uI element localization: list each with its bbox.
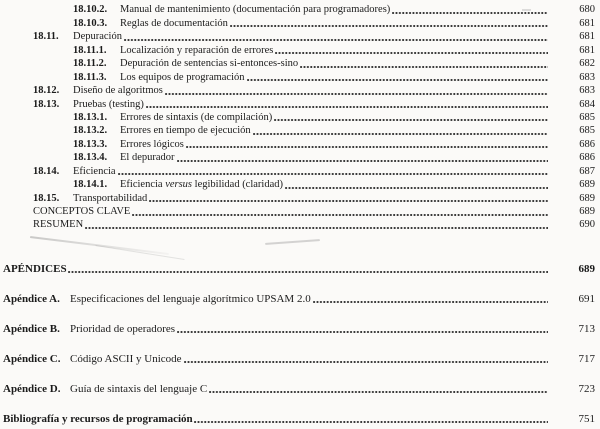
toc-row (0, 30, 600, 43)
entry-title-part: legibilidad (claridad) (192, 179, 283, 191)
entry-title: Pruebas (testing) (73, 98, 144, 110)
dot-leader (285, 186, 548, 190)
page-number: 689 (579, 179, 595, 191)
entry-title: Transportabilidad (73, 192, 148, 204)
entry-title: Código ASCII y Unicode (70, 352, 182, 365)
entry-title: Depuración de sentencias si-entonces-sino (120, 58, 299, 70)
page-number: 751 (578, 412, 595, 425)
toc-row (0, 164, 600, 177)
dot-leader (68, 270, 548, 274)
toc-row (0, 151, 600, 164)
entry-number: Apéndice C. (3, 352, 61, 365)
entry-number: 18.11.3. (73, 71, 107, 83)
scan-artifact (30, 236, 169, 255)
page-number: 689 (578, 262, 595, 275)
toc-row (0, 262, 600, 275)
page-number: 682 (579, 58, 595, 70)
page-number: 681 (579, 31, 595, 43)
page-number: 686 (579, 152, 595, 164)
entry-title: Especificaciones del lenguaje algorítmico UPSAM 2.0 (70, 292, 311, 305)
toc-row (0, 3, 600, 16)
page-number: 681 (579, 17, 595, 29)
toc-row (0, 70, 600, 83)
toc-row (0, 292, 600, 305)
page-number: 691 (578, 292, 595, 305)
page-number: 687 (579, 165, 595, 177)
page-number: 686 (579, 138, 595, 150)
entry-number: 18.13. (33, 98, 60, 110)
entry-title: RESUMEN (33, 219, 84, 231)
page-number: 683 (579, 71, 595, 83)
entry-number: 18.11.2. (73, 58, 107, 70)
dot-leader (300, 65, 548, 69)
dot-leader (177, 159, 548, 163)
dot-leader (124, 38, 548, 42)
entry-title: Diseño de algoritmos (73, 85, 163, 97)
page-number: 685 (579, 125, 595, 137)
dot-leader (146, 105, 548, 109)
toc-row (0, 352, 600, 365)
page-number: 683 (579, 85, 595, 97)
entry-number: 18.15. (33, 192, 60, 204)
toc-row (0, 43, 600, 56)
dot-leader (177, 330, 548, 334)
entry-number: Apéndice A. (3, 292, 60, 305)
toc-row (0, 191, 600, 204)
dot-leader (132, 213, 548, 217)
entry-number: Bibliografía y recursos de programación (3, 412, 193, 425)
entry-number: 18.14.1. (73, 179, 108, 191)
page-number: 689 (579, 206, 595, 217)
entry-number: 18.11.1. (73, 44, 107, 56)
dot-leader (165, 92, 548, 96)
toc-row (0, 97, 600, 110)
entry-number: 18.10.3. (73, 17, 108, 29)
entry-number: Apéndice D. (3, 382, 61, 395)
scan-artifact (265, 239, 320, 244)
page-number: 689 (579, 192, 595, 204)
dot-leader (274, 118, 548, 122)
toc-row (0, 218, 600, 231)
toc-row (0, 16, 600, 29)
entry-title: Errores lógicos (120, 138, 184, 150)
entry-title: Los equipos de programación (120, 71, 245, 83)
dot-leader (194, 420, 548, 424)
toc-row (0, 412, 600, 425)
dot-leader (275, 51, 548, 55)
toc-row (0, 57, 600, 70)
dot-leader (184, 360, 548, 364)
toc-row (0, 322, 600, 335)
entry-number: 18.13.1. (73, 111, 108, 123)
dot-leader (149, 199, 548, 203)
page-number: 680 (579, 4, 595, 16)
entry-number: APÉNDICES (3, 262, 67, 275)
page-number: 717 (578, 352, 595, 365)
entry-number: 18.13.2. (73, 125, 108, 137)
dot-leader (247, 78, 548, 82)
dot-leader (392, 11, 548, 15)
page-number: 690 (579, 219, 595, 231)
toc-row (0, 84, 600, 97)
entry-title: Manual de mantenimiento (documentación para programadores) (120, 4, 391, 16)
scan-artifact (95, 245, 184, 260)
entry-title: CONCEPTOS CLAVE (33, 206, 131, 217)
entry-number: 18.13.3. (73, 138, 108, 150)
page-number: 684 (579, 98, 595, 110)
toc-row (0, 124, 600, 137)
entry-number: 18.14. (33, 165, 60, 177)
toc-row (0, 111, 600, 124)
entry-number: Apéndice B. (3, 322, 60, 335)
entry-title: Eficiencia (73, 165, 116, 177)
page-number: 713 (578, 322, 595, 335)
entry-title: Depuración (73, 31, 122, 43)
entry-title: Reglas de documentación (120, 17, 228, 29)
entry-title: Errores de sintaxis (de compilación) (120, 111, 273, 123)
toc-row (0, 137, 600, 150)
entry-number: 18.10.2. (73, 4, 108, 16)
entry-number: 18.11. (33, 31, 59, 43)
entry-title: Errores en tiempo de ejecución (120, 125, 251, 137)
toc-row (0, 205, 600, 218)
entry-title: Localización y reparación de errores (120, 44, 274, 56)
entry-title: El depurador (120, 152, 175, 164)
dot-leader (85, 226, 548, 230)
dot-leader (209, 390, 548, 394)
entry-number: 18.12. (33, 85, 60, 97)
entry-title-part: Eficiencia (120, 179, 166, 191)
dot-leader (230, 24, 548, 28)
entry-number: 18.13.4. (73, 152, 108, 164)
back-matter-list (0, 262, 600, 425)
page-number: 723 (578, 382, 595, 395)
toc-row (0, 382, 600, 395)
toc-row (0, 178, 600, 191)
dot-leader (253, 132, 548, 136)
entry-title (120, 179, 283, 191)
entry-title: Prioridad de operadores (70, 322, 176, 335)
page-number: 685 (579, 111, 595, 123)
dot-leader (186, 145, 548, 149)
entry-title-italic: versus (165, 179, 193, 191)
page-number: 681 (579, 44, 595, 56)
entry-title: Guía de sintaxis del lenguaje C (70, 382, 208, 395)
dot-leader (313, 300, 548, 304)
dot-leader (118, 172, 548, 176)
